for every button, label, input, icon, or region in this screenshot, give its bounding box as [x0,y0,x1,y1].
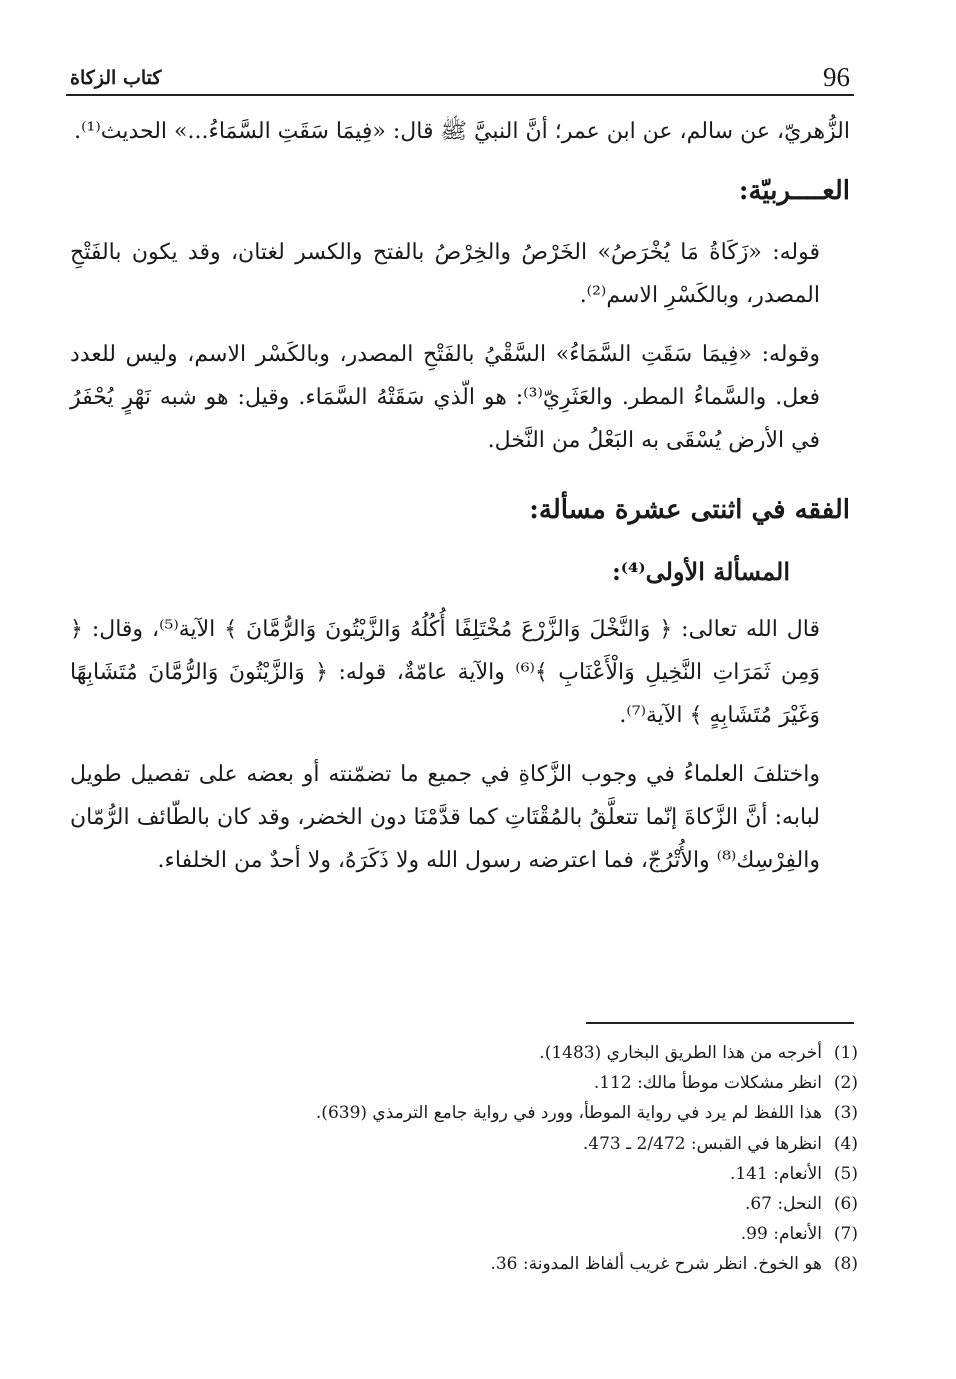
issue-paragraph-1: قال الله تعالى: ﴿ وَالنَّخْلَ وَالزَّرْعَ مُخْتَلِفًا أُكُلُهُ وَالزَّيْتُونَ وَالرُّمَّانَ ﴾ الآية⁽⁵⁾، وقال: ﴿ وَمِن ثَمَرَاتِ النَّخِيلِ وَالْأَعْنَابِ ﴾⁽⁶⁾ والآية عامّةٌ، قوله: ﴿ وَالزَّيْتُونَ وَالرُّمَّانَ مُتَشَابِهًا وَغَيْرَ مُتَشَابِهٍ ﴾ الآية⁽⁷⁾. [70,617,820,728]
footnote-number: (7) [833,1224,858,1245]
fiqh-section-heading: الفقه في اثنتى عشرة مسألة: [529,495,850,525]
footnote-number: (4) [833,1133,858,1154]
footnote-number: (3) [833,1103,858,1124]
footnote-text: هذا اللفظ لم يرد في رواية الموطأ، وورد في رواية جامع الترمذي (639). [315,1103,822,1124]
footnote-number: (5) [833,1163,858,1184]
footnotes [120,1038,858,1280]
arabic-paragraph-1: قوله: «زَكَاةُ مَا يُخْرَصُ» الخَرْصُ والخِرْصُ بالفتح والكسر لغتان، وقد يكون بالفَتْحِ المصدر، وبالكَسْرِ الاسم⁽²⁾. [70,240,820,308]
footnote-text: انظرها في القبس: 2/472 ـ 473. [582,1133,822,1154]
footnote-separator [586,1022,854,1024]
footnote [120,1159,858,1189]
arabic-section-heading: العــــربيّة: [738,176,850,206]
main-text [70,110,850,898]
footnote-text: أخرجه من هذا الطريق البخاري (1483). [539,1043,822,1063]
footnote [120,1038,858,1068]
footnote-number: (6) [833,1194,858,1215]
footnote-text: هو الخوخ. انظر شرح غريب ألفاظ المدونة: 36. [490,1254,822,1275]
footnote [120,1219,858,1249]
page-number: 96 [823,62,850,92]
footnote-number: (1) [833,1043,858,1063]
issue-paragraph-2: واختلفَ العلماءُ في وجوب الزَّكاةِ في جميع ما تضمّنته أو بعضه على تفصيل طويل لبابه: أنَّ الزَّكاةَ إنّما تتعلَّقُ بالمُقْتَاتِ كما قدَّمْنَا دون الخضر، وقد كان بالطّائف الرُّمّان والفِرْسِك⁽⁸⁾ والأُتْرُجّ، فما اعترضه رسول الله ولا ذَكَرَهُ، ولا أحدٌ من الخلفاء. [70,762,820,873]
footnote-text: النحل: 67. [744,1194,822,1215]
page-header [66,60,854,96]
first-issue-heading: المسألة الأولى⁽⁴⁾: [611,557,790,586]
arabic-paragraph-2: وقوله: «فِيمَا سَقَتِ السَّمَاءُ» السَّقْيُ بالفَتْحِ المصدر، وبالكَسْر الاسم، وليس للعدد فعل. والسَّماءُ المطر. والعَثَرِيّ⁽³⁾: هو الّذي سَقَتْهُ السَّمَاء. وقيل: هو شبه نَهْرٍ يُحْفَرُ في الأرض يُسْقَى به البَعْلُ من النَّخل. [70,342,821,453]
footnote-text: الأنعام: 99. [740,1224,822,1245]
header-rule [66,94,854,96]
footnote [120,1189,858,1219]
footnote [120,1249,858,1279]
footnote [120,1098,858,1128]
footnote-text: انظر مشكلات موطأ مالك: 112. [593,1073,822,1094]
footnote-number: (2) [833,1073,858,1094]
footnote [120,1068,858,1098]
footnote-number: (8) [833,1254,858,1275]
footnote [120,1129,858,1159]
intro-paragraph: الزُّهريّ، عن سالم، عن ابن عمر؛ أنَّ النبيَّ ﷺ قال: «فِيمَا سَقَتِ السَّمَاءُ...» الحديث⁽¹⁾. [74,119,850,144]
running-title: كتاب الزكاة [70,67,162,89]
footnote-text: الأنعام: 141. [729,1163,822,1184]
